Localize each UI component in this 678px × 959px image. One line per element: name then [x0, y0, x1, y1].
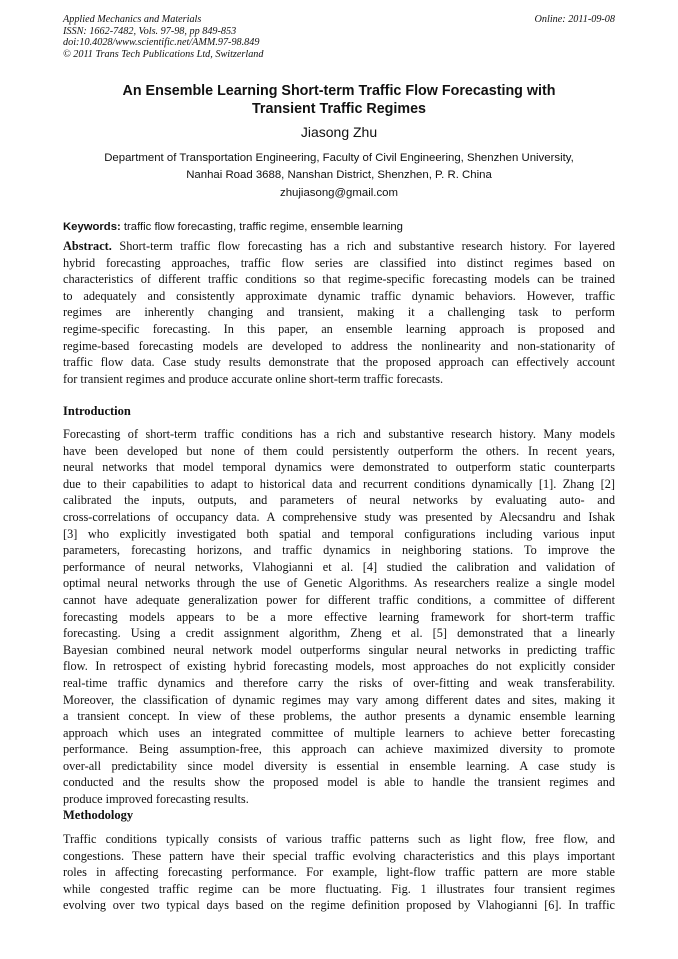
paragraph-line: optimal neural networks through the use of Genetic Algorithms. As researchers realize a single model: [63, 576, 615, 591]
paragraph-line: Bayesian combined neural network model outperforms singular neural networks in predicting traffic: [63, 642, 615, 657]
author-name: Jiasong Zhu: [300, 124, 378, 140]
paragraph-line: Moreover, the classification of dynamic regimes may vary among different dates and sites, making it: [63, 692, 615, 707]
abstract-line: regimes are inherently changing and transient, making it a challenging task to perform: [63, 305, 615, 320]
keywords-text: traffic flow forecasting, traffic regime, ensemble learning: [120, 221, 403, 233]
paper-title: [63, 83, 615, 118]
abstract-line: Abstract. Short-term traffic flow forecasting has a rich and substantive research history. For layered: [63, 239, 615, 253]
online-date: Online: 2011-09-08: [534, 14, 615, 25]
paragraph-line: produce improved forecasting results.: [63, 792, 249, 807]
paragraph-line: conducted and the results show the proposed model is able to handle the transient regimes and: [63, 775, 615, 790]
paragraph-line: a transient concept. In view of these problems, the author presents a dynamic ensemble learning: [63, 709, 615, 724]
paragraph-line: neural networks that model temporal dynamics were demonstrated to outperform static counterparts: [63, 460, 615, 475]
section-heading-methodology: Methodology: [63, 808, 134, 822]
copyright-line: © 2011 Trans Tech Publications Ltd, Switzerland: [63, 48, 264, 60]
paragraph-line: calibrated the inputs, outputs, and parameters of neural networks by evaluating auto- and: [63, 493, 615, 508]
abstract: [63, 238, 615, 387]
journal-header: [63, 14, 615, 60]
paragraph-line: evolving over two typical days based on the regime definition proposed by Vlahogianni [6]. In traffic: [63, 898, 615, 913]
methodology-body: [63, 831, 615, 914]
author-email: zhujiasong@gmail.com: [280, 187, 398, 199]
abstract-line: characteristics of different traffic conditions so that regime-specific forecasting models can be trained: [63, 272, 615, 287]
abstract-line: regime-based forecasting models are developed to address the nonlinearity and non-stationarity of: [63, 338, 615, 353]
abstract-line: hybrid forecasting approaches, traffic flow series are classified into distinct regimes based on: [63, 255, 615, 270]
paragraph-line: approach which uses an integrated committee of multiple learners to achieve better forecasting: [63, 725, 615, 740]
affiliation-line: Department of Transportation Engineering, Faculty of Civil Engineering, Shenzhen University,: [104, 152, 574, 164]
keywords-label: Keywords:: [63, 221, 121, 233]
paragraph-line: due to their capabilities to adapt to historical data and recurrent conditions dynamically [1]. Zhang [2]: [63, 476, 615, 491]
keywords: [63, 220, 615, 234]
abstract-line: for transient regimes and produce accurate online short-term traffic forecasts.: [63, 371, 444, 386]
paragraph-line: Forecasting of short-term traffic conditions has a rich and substantive research history. Many models: [63, 427, 615, 441]
abstract-line: to adequately and consistently approximate dynamic traffic dynamic behaviors. However, traffic: [63, 288, 615, 303]
affiliation: [63, 150, 615, 184]
affiliation-line: Nanhai Road 3688, Nanshan District, Shenzhen, P. R. China: [186, 169, 492, 181]
paragraph-line: forecasting models appears to be a more effective learning framework for short-term traffic: [63, 609, 615, 624]
paragraph-line: over-all predictability since model diversity is essential in ensemble learning. A case study is: [63, 758, 615, 773]
paragraph-line: parameters, forecasting horizons, and traffic dynamics in neighboring stations. To improve the: [63, 543, 615, 558]
paragraph-line: Traffic conditions typically consists of various traffic patterns such as light flow, free flow, and: [63, 832, 615, 846]
section-heading-introduction: Introduction: [63, 404, 131, 418]
paragraph-line: [3] who explicitly investigated both spatial and temporal configurations including various input: [63, 526, 615, 541]
abstract-label: Abstract.: [63, 239, 112, 253]
title-line: Transient Traffic Regimes: [251, 100, 426, 117]
journal-name: Applied Mechanics and Materials: [63, 14, 202, 25]
paragraph-line: real-time traffic dynamics and therefore carry the risks of over-fitting and weak transferability.: [63, 675, 615, 690]
paragraph-line: while congested traffic regime can be more fluctuating. Fig. 1 illustrates four transient regimes: [63, 881, 615, 896]
paragraph-line: cannot have adequate generalization power for different traffic conditions, a committee of different: [63, 592, 615, 607]
paragraph-line: flow. In retrospect of existing hybrid forecasting models, most approaches do not explicitly consider: [63, 659, 615, 674]
abstract-line: regime-specific forecasting. In this paper, an ensemble learning approach is proposed and: [63, 321, 615, 336]
paragraph-line: performance. Being assumption-free, this approach can achieve maximized diversity to promote: [63, 742, 615, 757]
introduction-body: [63, 426, 615, 808]
paragraph-line: forecasting. Using a credit assignment algorithm, Zheng et al. [5] demonstrated that a linearly: [63, 626, 615, 641]
paragraph-line: congestions. These pattern have their special traffic evolving characteristics and this plays important: [63, 848, 615, 863]
doi-line: doi:10.4028/www.scientific.net/AMM.97-98.849: [63, 37, 260, 49]
paragraph-line: roles in affecting forecasting performance. For example, light-flow traffic pattern are more stable: [63, 865, 615, 880]
title-line: An Ensemble Learning Short-term Traffic Flow Forecasting with: [122, 83, 556, 99]
abstract-line: traffic flow data. Case study results demonstrate that the proposed approach can effectively account: [63, 355, 615, 370]
paragraph-line: performance of neural networks, Vlahogianni et al. [4] studied the calibration and validation of: [63, 559, 615, 574]
issn-line: ISSN: 1662-7482, Vols. 97-98, pp 849-853: [63, 25, 237, 37]
paragraph-line: cross-correlations of occupancy data. A comprehensive study was presented by Alecsandru and Ishak: [63, 509, 615, 524]
paragraph-line: have been developed but none of them could persistently outperform the others. In recent years,: [63, 443, 615, 458]
